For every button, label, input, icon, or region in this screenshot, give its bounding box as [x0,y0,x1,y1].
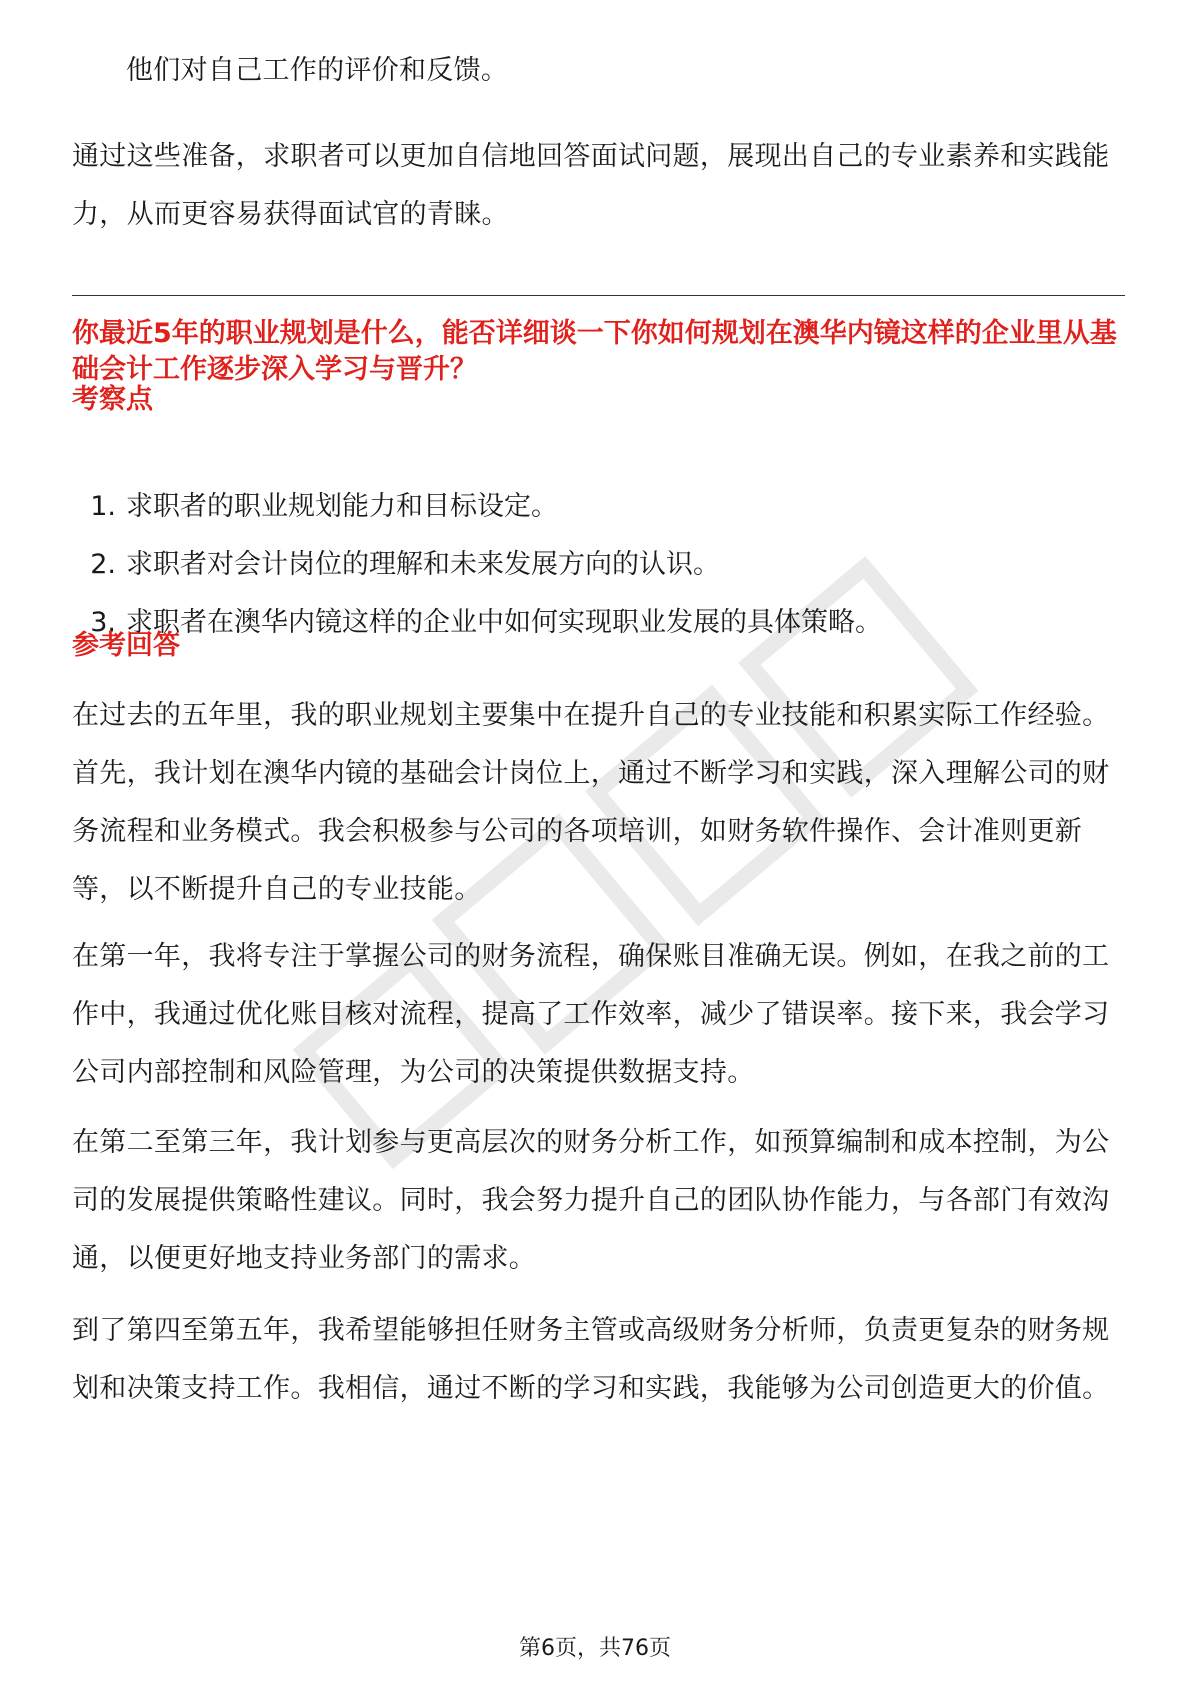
answer-paragraph: 在第二至第三年，我计划参与更高层次的财务分析工作，如预算编制和成本控制，为公司的发展提供策略性建议。同时，我会努力提升自己的团队协作能力，与各部门有效沟通，以便更好地支持业务部门的需求。 [72,1127,1110,1274]
list-item-number: 1. [90,491,116,522]
list-item-text: 求职者对会计岗位的理解和未来发展方向的认识。 [126,549,720,580]
answer-paragraph: 在第一年，我将专注于掌握公司的财务流程，确保账目准确无误。例如，在我之前的工作中，我通过优化账目核对流程，提高了工作效率，减少了错误率。接下来，我会学习公司内部控制和风险管理，为公司的决策提供数据支持。 [72,941,1110,1088]
section-divider [72,295,1125,296]
key-points-title: 考察点 [72,384,153,415]
answer-paragraph: 在过去的五年里，我的职业规划主要集中在提升自己的专业技能和积累实际工作经验。首先，我计划在澳华内镜的基础会计岗位上，通过不断学习和实践，深入理解公司的财务流程和业务模式。我会积极参与公司的各项培训，如财务软件操作、会计准则更新等，以不断提升自己的专业技能。 [72,700,1110,905]
list-item [72,594,1125,652]
list-item-number: 2. [90,549,116,580]
list-item [72,536,1125,594]
continuation-list-item: 他们对自己工作的评价和反馈。 [126,55,509,86]
list-item [72,478,1125,536]
list-item-number: 3. [90,607,116,638]
answer-title: 参考回答 [72,630,180,661]
document-page [72,0,1125,1684]
question-heading: 你最近5年的职业规划是什么，能否详细谈一下你如何规划在澳华内镜这样的企业里从基础会计工作逐步深入学习与晋升？ [72,318,1117,385]
page-number-footer: 第6页，共76页 [519,1636,671,1661]
intro-paragraph: 通过这些准备，求职者可以更加自信地回答面试问题，展现出自己的专业素养和实践能力，从而更容易获得面试官的青睐。 [72,141,1110,230]
list-item-text: 求职者的职业规划能力和目标设定。 [126,491,558,522]
key-points-list [72,478,1125,652]
list-item-text: 求职者在澳华内镜这样的企业中如何实现职业发展的具体策略。 [126,607,882,638]
answer-paragraph: 到了第四至第五年，我希望能够担任财务主管或高级财务分析师，负责更复杂的财务规划和决策支持工作。我相信，通过不断的学习和实践，我能够为公司创造更大的价值。 [72,1315,1110,1404]
